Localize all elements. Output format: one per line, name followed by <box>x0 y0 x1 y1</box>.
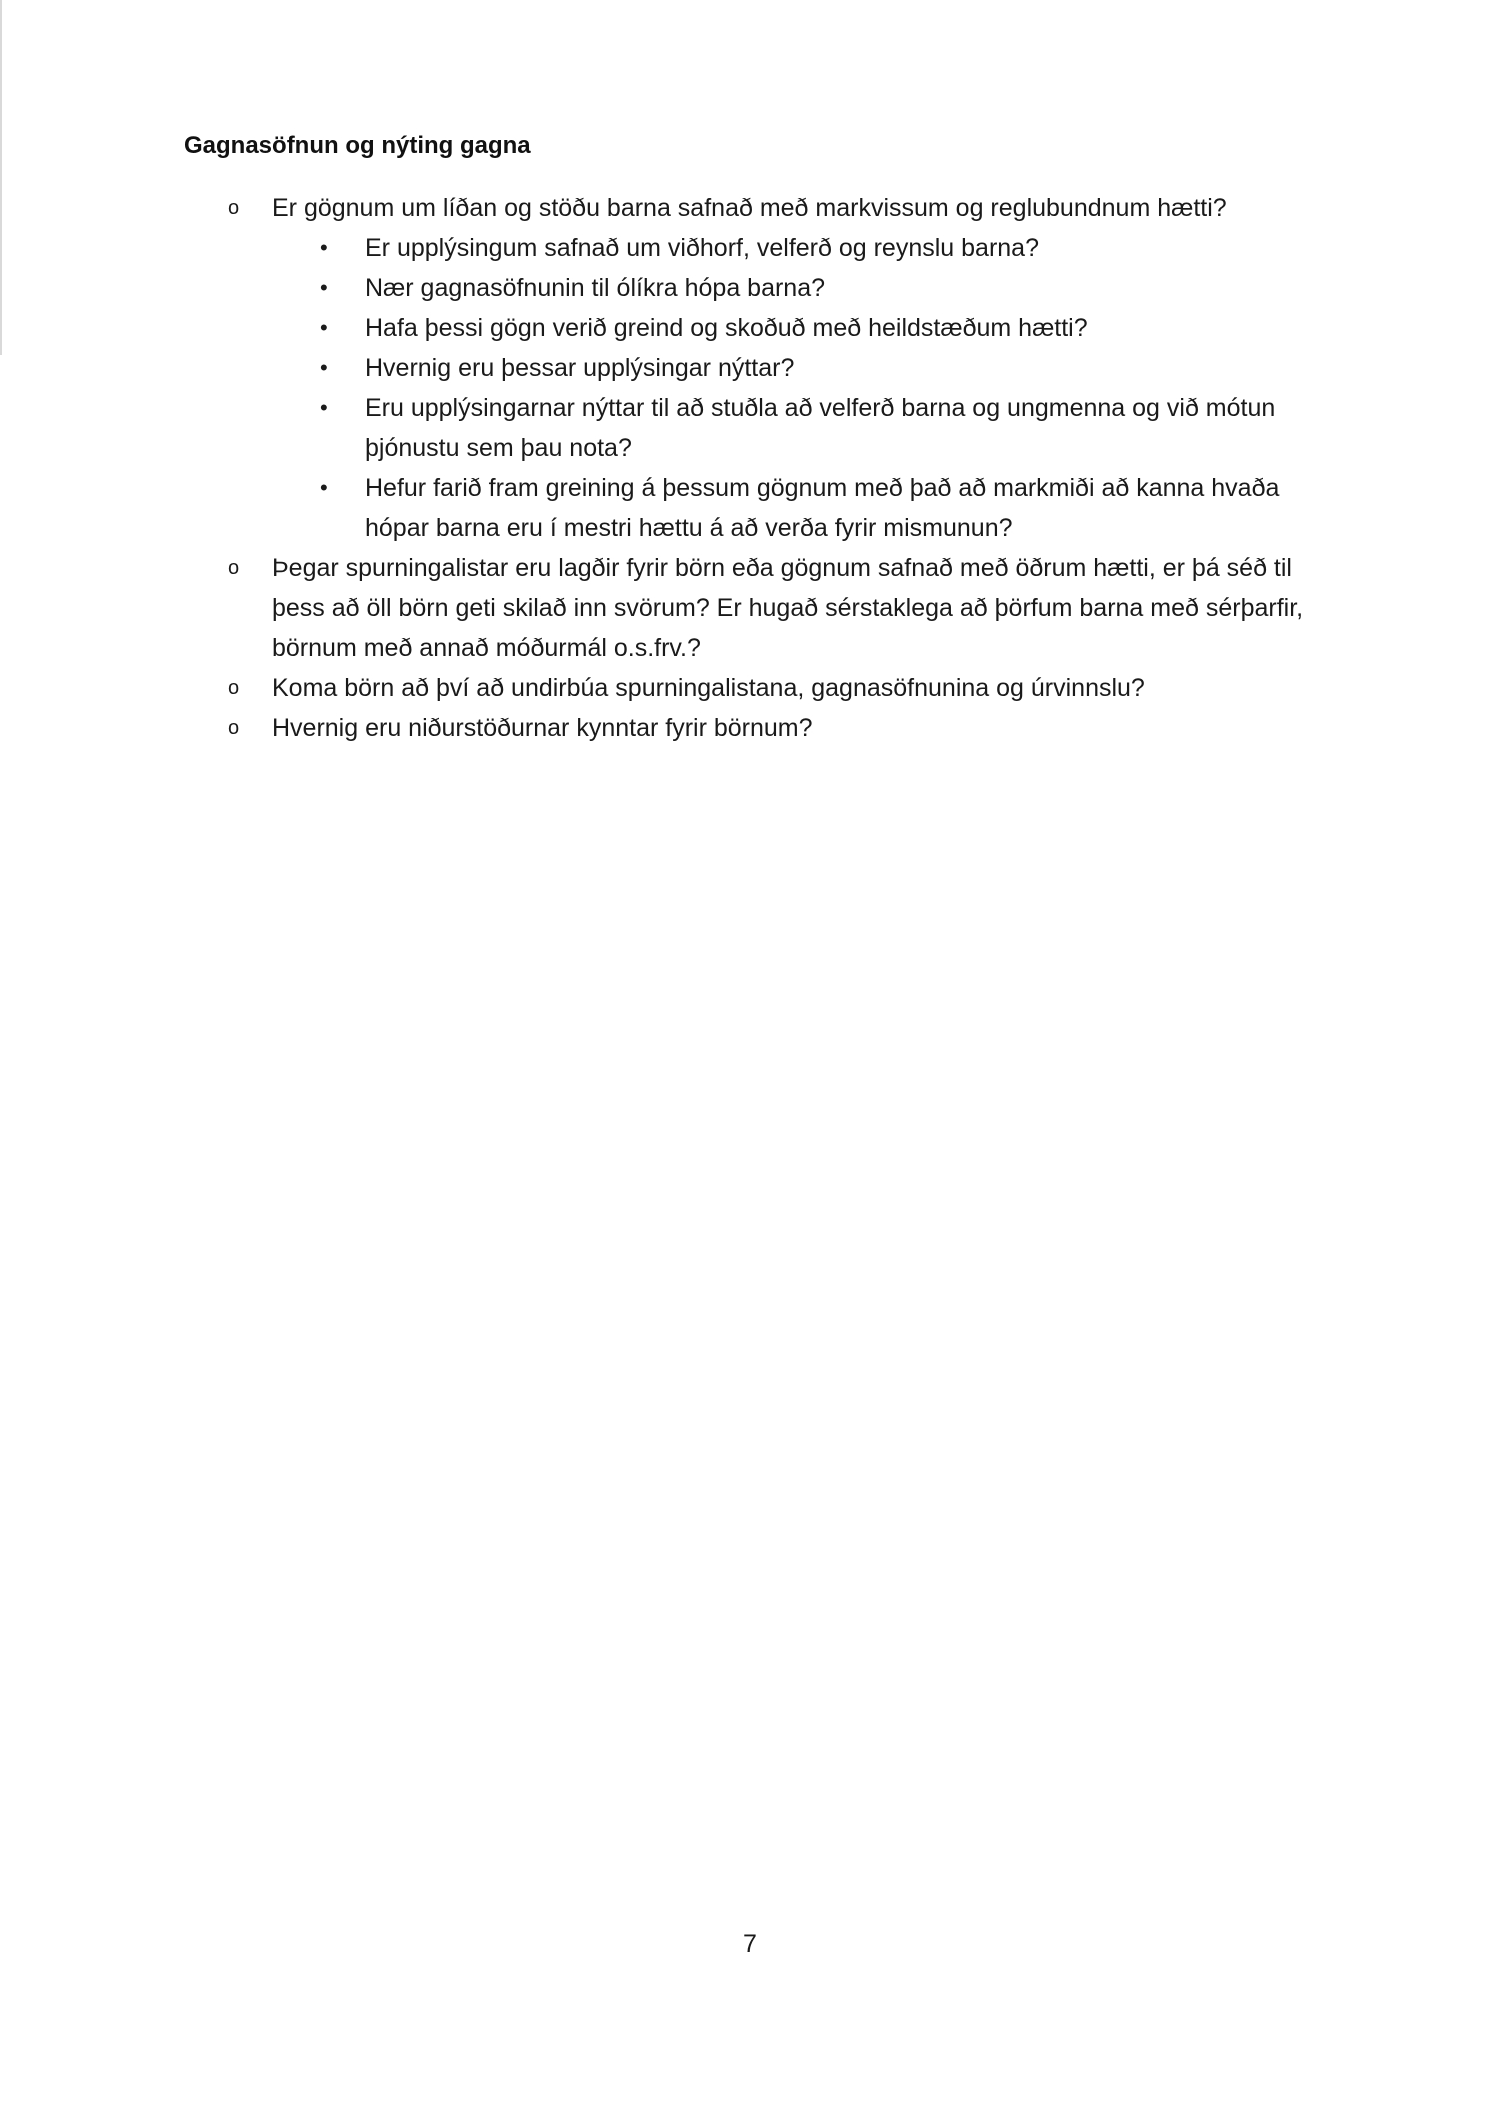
list-item-text: Er gögnum um líðan og stöðu barna safnað með markvissum og reglubundnum hætti? <box>272 194 1227 222</box>
sub-list-item <box>0 308 1325 348</box>
question-list <box>0 188 1500 748</box>
sub-list-item <box>0 468 1325 548</box>
bullet-icon: • <box>320 475 328 500</box>
list-item-text: Þegar spurningalistar eru lagðir fyrir börn eða gögnum safnað með öðrum hætti, er þá séð til þess að öll börn geti skilað inn svörum? Er hugað sérstaklega að þörfum barna með sérþarfir, börnum með annað móðurmál o.s.frv.? <box>272 554 1304 662</box>
sub-list-item <box>0 388 1325 468</box>
sub-list-item-text: Hafa þessi gögn verið greind og skoðuð með heildstæðum hætti? <box>365 314 1088 342</box>
circle-bullet-icon: o <box>228 717 240 739</box>
bullet-icon: • <box>320 355 328 380</box>
sub-list-item-text: Hefur farið fram greining á þessum gögnum með það að markmiði að kanna hvaða hópar barna eru í mestri hættu á að verða fyrir mismunun? <box>365 474 1280 542</box>
list-item-text: Hvernig eru niðurstöðurnar kynntar fyrir börnum? <box>272 714 813 742</box>
list-item <box>0 548 1322 668</box>
list-item <box>0 708 1322 748</box>
bullet-icon: • <box>320 275 328 300</box>
section-heading: Gagnasöfnun og nýting gagna <box>184 132 531 159</box>
sub-list-item <box>0 268 1325 308</box>
bullet-icon: • <box>320 315 328 340</box>
sub-list-item <box>0 348 1325 388</box>
sub-list-item <box>0 228 1325 268</box>
circle-bullet-icon: o <box>228 557 240 579</box>
sub-list-item-text: Eru upplýsingarnar nýttar til að stuðla að velferð barna og ungmenna og við mótun þjónustu sem þau nota? <box>365 394 1276 462</box>
sub-list-item-text: Nær gagnasöfnunin til ólíkra hópa barna? <box>365 274 826 302</box>
circle-bullet-icon: o <box>228 197 240 219</box>
circle-bullet-icon: o <box>228 677 240 699</box>
bullet-icon: • <box>320 395 328 420</box>
bullet-icon: • <box>320 235 328 260</box>
list-item <box>0 668 1322 708</box>
list-item-text: Koma börn að því að undirbúa spurningalistana, gagnasöfnunina og úrvinnslu? <box>272 674 1145 702</box>
sub-list-item-text: Hvernig eru þessar upplýsingar nýttar? <box>365 354 795 382</box>
page-number: 7 <box>743 1930 757 1958</box>
list-item <box>0 188 1322 228</box>
sub-list-item-text: Er upplýsingum safnað um viðhorf, velferð og reynslu barna? <box>365 234 1039 262</box>
